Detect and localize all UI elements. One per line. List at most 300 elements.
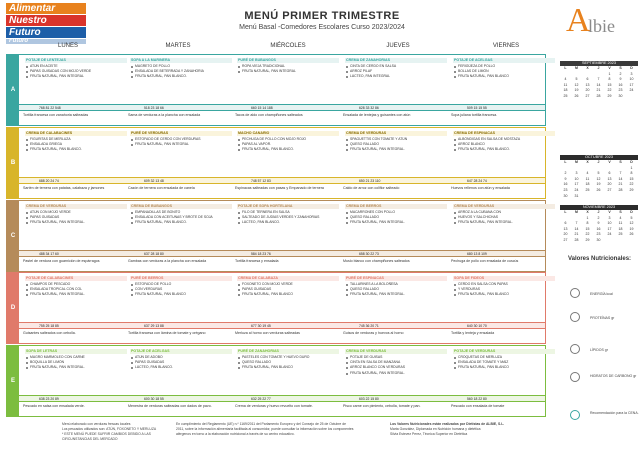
- logo-line-4: Futuro: [6, 39, 86, 44]
- month-calendar: [560, 150, 638, 199]
- calendar-day: 14: [618, 176, 623, 181]
- nutrition-values: 600 30 18 55: [144, 397, 164, 401]
- menu-day-cell: [237, 58, 339, 74]
- dish-item: FRUTA NATURAL, PAN INTEGRAL.: [345, 371, 447, 376]
- dish-item: MACARRONES CON POLLO: [345, 210, 447, 215]
- calendar-day: 5: [575, 77, 578, 82]
- nutrition-values: 677 30 19 45: [251, 324, 271, 328]
- calendar-day: 7: [575, 221, 578, 226]
- dish-item: FRUTA NATURAL, PAN BLANCO.: [130, 74, 232, 79]
- first-course: CREMA DE VERDURAS: [345, 349, 447, 354]
- calendar-day: 17: [574, 182, 579, 187]
- legend-dinner: Recomendación para la CENA.: [590, 411, 639, 415]
- dish-item: ENSALADA DE BETERRADA Y ZANAHORIA: [130, 69, 232, 74]
- nutrition-values: 637 29 13 88: [144, 324, 164, 328]
- calendar-day: 13: [585, 82, 590, 87]
- calendar-day: 1: [630, 165, 633, 170]
- week-block: [6, 200, 546, 272]
- calendar-day: 20: [585, 88, 590, 93]
- first-course: POTAJE DE SOPA HORTELANA: [237, 204, 339, 209]
- first-course: CREMA DE BERROS: [345, 204, 447, 209]
- footer-left-2: Los pescados utilizados son: ATÚN, FOXONETO Y MERLUZA: [62, 427, 157, 431]
- calendar-weekday: V: [608, 210, 611, 214]
- calendar-day: 16: [563, 182, 568, 187]
- dish-item: ATÚN DE ADOBO: [130, 355, 232, 360]
- day-miercoles: MIÉRCOLES: [270, 43, 306, 49]
- logo-right-mark: A: [566, 2, 591, 39]
- calendar-day: 3: [575, 171, 578, 176]
- menu-day-cell: [453, 204, 555, 226]
- dish-item: PASTELES CON TOMATE Y HUEVO DURO: [237, 355, 339, 360]
- footer-right: [390, 422, 550, 437]
- menu-day-cell: [237, 131, 339, 153]
- dinner-recommendation: Cazón de ternera con ensalada de canela: [128, 186, 195, 190]
- week-block: [6, 272, 546, 344]
- menu-day-cell: [130, 349, 232, 371]
- first-course: PURÉ DE ESPINACAS: [345, 276, 447, 281]
- first-course: CREMA DE CALABAZA: [237, 276, 339, 281]
- nutrition-values: 745 36 20 71: [359, 324, 379, 328]
- calendar-day: 6: [586, 77, 589, 82]
- nutrition-values: 632 25 22 77: [251, 397, 271, 401]
- calendar-day: 25: [618, 232, 623, 237]
- dinner-recommendation: Gambas con verduras a la plancha con ensalada: [128, 259, 207, 263]
- calendar-weekday: J: [597, 210, 600, 214]
- calendar-day: 20: [563, 232, 568, 237]
- dish-item: ENSALADA DE TOMATE Y MAÍZ: [453, 360, 555, 365]
- first-course: SOPA DE LETRAS: [25, 349, 127, 354]
- first-course: CREMA DE CALABACINES: [25, 131, 127, 136]
- dinner-recommendation: Tortilla y lenteja y ensalada: [451, 331, 495, 335]
- footer-right-3: Silvia Estevez Perez, Técnica Superior en Dietética: [390, 432, 468, 436]
- dish-item: FRUTA NATURAL, PAN INTEGRAL: [237, 69, 339, 74]
- first-course: POTAJE DE ACELGAS: [130, 349, 232, 354]
- dinner-recommendation: Pisco carne con pimiento, ceboIla, tomate y pan.: [343, 404, 421, 408]
- menu-day-cell: [130, 276, 232, 298]
- calendar-day: 3: [630, 71, 633, 76]
- dish-item: BOLLAS DE LIMÓN: [453, 69, 555, 74]
- menu-day-cell: [237, 204, 339, 226]
- menu-day-cell: [130, 131, 232, 147]
- calendar-day: 28: [574, 237, 579, 242]
- calendar-day: 20: [607, 182, 612, 187]
- calendar-day: 12: [596, 176, 601, 181]
- dish-item: FRUTA NATURAL, PAN INTEGRAL.: [345, 147, 447, 152]
- calendar-month-title: NOVIEMBRE 2023: [560, 205, 638, 210]
- calendar-day: [626, 94, 637, 100]
- week-letter: D: [7, 273, 19, 343]
- logo-line-3: Futuro: [6, 27, 86, 38]
- dinner-recommendation: Tortilla francesa y ensalada: [235, 259, 279, 263]
- calendar-day: 1: [586, 215, 589, 220]
- logo-line-2: Nuestro: [6, 15, 86, 26]
- calendar-day: 5: [630, 215, 633, 220]
- dinner-recommendation: Muslo blanco con champiñones salteados: [343, 259, 410, 263]
- menu-day-cell: [345, 276, 447, 298]
- day-jueves: JUEVES: [386, 43, 410, 49]
- dish-item: PAPAS AL VAPOR.: [237, 142, 339, 147]
- dish-item: LÁCTEO, PAN BLANCO.: [130, 365, 232, 370]
- menu-day-cell: [25, 204, 127, 226]
- dinner-recommendation: Caldo de arroz con coliflor salteado: [343, 186, 400, 190]
- footer-right-1: Los Valores Nutricionales están realizados por Dietistas de ALBIE, S.L.: [390, 422, 505, 426]
- dish-item: FILO DE TERNERA EN SALSA: [237, 210, 339, 215]
- menu-day-cell: [453, 349, 555, 371]
- calendar-day: 9: [597, 221, 600, 226]
- first-course: MACHO CANARIO: [237, 131, 339, 136]
- calendar-day: 22: [629, 182, 634, 187]
- calendar-day: 11: [563, 82, 568, 87]
- footer-right-2: Marta González, Diplomada en Nutrición humana y dietética: [390, 427, 481, 431]
- dish-item: FRUTA NATURAL, PAN BLANCO: [130, 292, 232, 297]
- dish-item: POTAJE DE GUISAS: [345, 355, 447, 360]
- calendar-day: 9: [564, 176, 567, 181]
- nutrition-values: 748 57 12 83: [251, 179, 271, 183]
- calendar-day: 18: [618, 226, 623, 231]
- dish-item: ARROZ A LA CUBANA CON: [453, 210, 555, 215]
- dinner-recommendation: Espinacas salteadas con pasas y Empanado de ternera: [235, 186, 324, 190]
- calendar-day: 7: [619, 171, 622, 176]
- calendar-weekday: L: [564, 210, 567, 214]
- dish-item: QUESO RALLADO: [345, 287, 447, 292]
- nutrition-values: 560 18 22 80: [467, 397, 487, 401]
- calendar-day: 11: [585, 176, 590, 181]
- dish-item: FOXONETO CON MOJO VERDE: [237, 282, 339, 287]
- dinner-recommendation: Sopa juliana tortilla francesa.: [451, 113, 498, 117]
- menu-day-cell: [25, 58, 127, 80]
- dish-item: FRUTA NATURAL, PAN BLANCO.: [453, 147, 555, 152]
- calendar-day: 10: [574, 176, 579, 181]
- calendar-day: 24: [629, 88, 634, 93]
- dish-item: FRUTA NATURAL, PAN BLANCO: [237, 365, 339, 370]
- dish-item: QUESO RALLADO: [345, 215, 447, 220]
- dish-item: CERDO EN SALSA CON PAPAS: [453, 282, 555, 287]
- calendar-day: 14: [574, 226, 579, 231]
- dish-item: CHAMPOS DE PESCADO: [25, 282, 127, 287]
- calendar-weekday: M: [575, 210, 578, 214]
- legend-protein: PROTEÍNAS gr: [590, 316, 615, 320]
- dish-item: FRUTA NATURAL, PAN INTEGRAL: [25, 74, 127, 79]
- menu-day-cell: [345, 58, 447, 80]
- calendar-day: 5: [597, 171, 600, 176]
- day-lunes: LUNES: [57, 43, 78, 49]
- menu-day-cell: [237, 349, 339, 371]
- calendar-day: 12: [629, 221, 634, 226]
- menu-day-cell: [345, 131, 447, 153]
- week-letter: E: [7, 346, 19, 416]
- menu-day-cell: [453, 131, 555, 153]
- calendar-day: 9: [619, 77, 622, 82]
- dish-item: SALTEADO DE JUDÍAS VERDES Y ZANAHORIAS: [237, 215, 339, 220]
- first-course: PURÉ DE BERROS: [130, 276, 232, 281]
- nutrition-values: 609 32 13 48: [144, 179, 164, 183]
- nutrition-values: 509 15 15 55: [467, 106, 487, 110]
- calendar-day: 29: [629, 187, 634, 192]
- dinner-recommendation: Merluza al horno con verduras salteadas: [235, 331, 300, 335]
- calendar-grid: [560, 160, 638, 199]
- footer-middle-1: En cumplimiento del Reglamento (UE) n.º 1169/2011 del Parlamento Europeo y del Consejo de 25 de Octubre de: [176, 422, 346, 426]
- calendar-weekday: V: [608, 160, 611, 164]
- calendar-weekday: J: [597, 66, 600, 70]
- dinner-recommendation: Crema de verduras y huevo revuelto con tomate.: [235, 404, 313, 408]
- dish-item: TALLARINES A LA BOLOÑESA: [345, 282, 447, 287]
- menu-day-cell: [345, 349, 447, 376]
- weekday-header: [18, 43, 538, 53]
- menu-day-cell: [237, 276, 339, 298]
- calendar-weekday: S: [619, 210, 622, 214]
- nutrition-values: 658 30 22 73: [359, 252, 379, 256]
- first-course: CREMA DE ESPINACAS: [453, 131, 555, 136]
- calendar-weekday: X: [586, 160, 589, 164]
- dish-item: ATÚN EN ACEITE: [25, 64, 127, 69]
- dish-item: FRUTA NATURAL, PAN BLANCO.: [237, 147, 339, 152]
- lipid-icon: [570, 344, 580, 354]
- calendar-day: 2: [619, 71, 622, 76]
- first-course: PURÉ DE ZANAHORIAS: [237, 349, 339, 354]
- calendar-weekday: X: [586, 210, 589, 214]
- dish-item: ARROZ BLANCO: [453, 142, 555, 147]
- calendar-day: 19: [629, 226, 634, 231]
- energy-icon: [570, 288, 580, 298]
- calendar-day: 3: [608, 215, 611, 220]
- dish-item: ESTOFADO DE POLLO: [130, 282, 232, 287]
- nutrition-values: 628 33 32 86: [359, 106, 379, 110]
- dish-item: PAPAS GUISADAS CON MOJO VERDE: [25, 69, 127, 74]
- first-course: PURÉ DE VERDURAS: [130, 131, 232, 136]
- nutrition-values: 755 25 18 85: [39, 324, 59, 328]
- calendar-day: 24: [574, 187, 579, 192]
- dinner-recommendation: Menestra de verduras salteadas con dados de pavo.: [128, 404, 212, 408]
- first-course: CREMA DE VERDURAS: [453, 204, 555, 209]
- dinner-recommendation: Tacos de aldo con champiñones salteados: [235, 113, 303, 117]
- dish-item: PECHUGA DE POLLO CON MOJO ROJO: [237, 137, 339, 142]
- calendar-day: 18: [563, 88, 568, 93]
- calendar-day: 24: [607, 232, 612, 237]
- calendar-weekday: J: [597, 160, 600, 164]
- calendar-day: 8: [586, 221, 589, 226]
- dish-item: ATÚN CON MOJO VERDE: [25, 210, 127, 215]
- calendar-day: 26: [629, 232, 634, 237]
- nutrition-values: 518 23 18 66: [144, 106, 164, 110]
- calendar-day: 27: [563, 237, 568, 242]
- calendar-day: 16: [596, 226, 601, 231]
- carbs-icon: [570, 372, 580, 382]
- dinner-recommendation: Sama de verduras a la plancha con ensalada: [128, 113, 201, 117]
- first-course: POTAJE DE VERDURAS: [453, 349, 555, 354]
- calendar-day: 15: [629, 176, 634, 181]
- week-block: [6, 345, 546, 417]
- logo-right-text: lbie: [588, 16, 615, 36]
- dish-item: FRUTA NATURAL, PAN INTEGRAL.: [345, 220, 447, 225]
- calendar-day: 30: [563, 193, 568, 198]
- dish-item: FRUTA NATURAL, PAN BLANCO: [453, 365, 555, 370]
- dinner-recommendation: Guisos de verduras y huevos al horno: [343, 331, 404, 335]
- dish-item: FIGURITAS DE MERLUZA: [25, 137, 127, 142]
- dish-item: ROPA VIEJA TRADICIONAL: [237, 64, 339, 69]
- week-letter: B: [7, 128, 19, 198]
- calendar-day: 21: [618, 182, 623, 187]
- calendar-day: 4: [564, 77, 567, 82]
- calendar-day: 15: [585, 226, 590, 231]
- calendar-weekday: V: [608, 66, 611, 70]
- first-course: PURÉ DE BUBANGOS: [237, 58, 339, 63]
- nutrition-values: 637 28 18 80: [144, 252, 164, 256]
- calendar-day: 23: [563, 187, 568, 192]
- dish-item: FRUTA NATURAL, PAN BLANCO.: [25, 147, 127, 152]
- dish-item: FRUTA NATURAL, PAN INTEGRAL: [130, 142, 232, 147]
- calendar-day: 10: [629, 77, 634, 82]
- calendar-weekday: L: [564, 160, 567, 164]
- nutrition-values: 488 34 17 60: [39, 252, 59, 256]
- legend-title: Valores Nutricionales:: [568, 256, 632, 262]
- calendar-day: 17: [607, 226, 612, 231]
- calendar-day: 26: [596, 187, 601, 192]
- calendar-weekday: S: [619, 160, 622, 164]
- calendar-day: 13: [563, 226, 568, 231]
- calendar-day: 17: [629, 82, 634, 87]
- nutrition-values: 650 21 23 110: [359, 179, 381, 183]
- calendar-day: 26: [574, 93, 579, 98]
- calendar-day: 12: [574, 82, 579, 87]
- calendar-day: 28: [596, 93, 601, 98]
- legend-carbs: HIDRATOS DE CARBONO gr: [590, 374, 637, 378]
- dish-item: CINTA DE CERDO EN SALSA: [345, 64, 447, 69]
- calendar-day: 2: [564, 171, 567, 176]
- calendar-day: 6: [564, 221, 567, 226]
- menu-day-cell: [25, 349, 127, 371]
- dinner-recommendation: Huevos rellenos con atún y ensalada: [451, 186, 510, 190]
- calendar-day: 4: [619, 215, 622, 220]
- legend-lipid: LÍPIDOS gr: [590, 348, 608, 352]
- calendar-day: 2: [597, 215, 600, 220]
- dish-item: MAGRETO DE POLLO: [130, 64, 232, 69]
- calendar-day: 25: [585, 187, 590, 192]
- dish-item: FRUTA NATURAL, PAN INTEGRAL.: [345, 292, 447, 297]
- menu-day-cell: [130, 204, 232, 226]
- calendar-day: 23: [618, 88, 623, 93]
- calendar-day: 1: [608, 71, 611, 76]
- nutrition-values: 647 28 24 74: [467, 179, 487, 183]
- dish-item: Y VERDURAS: [453, 287, 555, 292]
- first-course: POTAJE DE CALABACINES: [25, 276, 127, 281]
- dinner-recommendation: Pastel de verdura con guarnición de espárragos: [23, 259, 100, 263]
- calendar-day: 18: [585, 182, 590, 187]
- calendar-day: 31: [574, 193, 579, 198]
- dinner-recommendation: Pescado con ensalada de tomate: [451, 404, 505, 408]
- first-course: CREMA DE BUBANGOS: [130, 204, 232, 209]
- footer-left-1: Menú elaborado con verduras frescas locales: [62, 422, 131, 426]
- dish-item: HUEVOS Y SALCHICHAS: [453, 215, 555, 220]
- dish-item: CROQUETAS DE MERLUZA: [453, 355, 555, 360]
- dish-item: ARROZ PILAF: [345, 69, 447, 74]
- calendar-day: 22: [585, 232, 590, 237]
- calendar-weekday: X: [586, 66, 589, 70]
- calendar-day: 8: [608, 77, 611, 82]
- calendar-day: 7: [597, 77, 600, 82]
- dish-item: BOQUILLA DE LIMÓN: [25, 360, 127, 365]
- nutrition-values: 680 13 8 109: [467, 252, 487, 256]
- menu-day-cell: [453, 276, 555, 298]
- calendar-day: 13: [607, 176, 612, 181]
- week-letter: A: [7, 55, 19, 125]
- dish-item: MAGRO MARMOLEO CON CARNE: [25, 355, 127, 360]
- menu-day-cell: [453, 58, 555, 80]
- first-course: POTAJE DE ACELGAS: [453, 58, 555, 63]
- menu-day-cell: [25, 131, 127, 153]
- dinner-recommendation: Sartén de ternera con patatas, calabaza y jamones: [23, 186, 105, 190]
- nutrition-values: 768 81 22 548: [39, 106, 61, 110]
- calendar-day: 30: [596, 237, 601, 242]
- month-calendar: [560, 56, 638, 100]
- dish-item: FRUTA NATURAL, PAN INTEGRAL.: [453, 220, 555, 225]
- legend-energy: ENERGÍA kcal: [590, 292, 613, 296]
- calendar-day: 11: [618, 221, 623, 226]
- dish-item: FRUTA NATURAL, PAN BLANCO: [453, 74, 555, 79]
- calendar-day: 27: [585, 93, 590, 98]
- dish-item: QUESO RALLADO: [345, 142, 447, 147]
- dish-item: FERIGÜEZA DE POLLO: [453, 64, 555, 69]
- dish-item: ENSALADA GRIEGA: [25, 142, 127, 147]
- dish-item: PAPAS GUISADAS: [130, 360, 232, 365]
- dish-item: PAPAS GUISADAS: [237, 287, 339, 292]
- calendar-weekday: D: [630, 66, 633, 70]
- nutrition-values: 603 22 15 80: [359, 397, 379, 401]
- first-course: CREMA DE VERDURAS: [25, 204, 127, 209]
- day-viernes: VIERNES: [492, 43, 520, 49]
- dish-item: LÁCTEO, PAN BLANCO.: [237, 220, 339, 225]
- calendar-day: 10: [607, 221, 612, 226]
- calendar-grid: [560, 210, 638, 244]
- nutrition-values: 584 18 23 76: [251, 252, 271, 256]
- dish-item: SPAGUETTIS CON TOMATE Y ATÚN: [345, 137, 447, 142]
- week-letter: C: [7, 201, 19, 271]
- calendar-day: 19: [596, 182, 601, 187]
- dish-item: ENSALADA CON ACEITUNAS Y BROTE DE SOJA: [130, 215, 232, 220]
- dish-item: FRUTA NATURAL, PAN BLANCO: [237, 292, 339, 297]
- footer-middle: [176, 422, 376, 437]
- dinner-recommendation: Guisantes salteados con cebolla.: [23, 331, 76, 335]
- dish-item: FRUTA NATURAL, PAN INTEGRAL.: [25, 292, 127, 297]
- calendar-day: 14: [596, 82, 601, 87]
- calendar-day: 22: [607, 88, 612, 93]
- dinner-icon: [570, 410, 580, 420]
- calendar-weekday: S: [619, 66, 622, 70]
- calendar-weekday: D: [630, 210, 633, 214]
- nutrition-values: 640 30 10 70: [467, 324, 487, 328]
- calendar-day: 15: [607, 82, 612, 87]
- dish-item: FRUTA NATURAL, PAN INTEGRAL.: [25, 220, 127, 225]
- dish-item: CON VERDURAS: [130, 287, 232, 292]
- calendar-month-title: SEPTIEMBRE 2023: [560, 61, 638, 66]
- dish-item: CINTA EN SALSA DE MANZANA: [345, 360, 447, 365]
- calendar-day: 4: [586, 171, 589, 176]
- nutrition-values: 660 15 14 188: [251, 106, 273, 110]
- footer-left: [62, 422, 172, 442]
- dish-item: ARROZ BLANCO CON VERDURAS: [345, 365, 447, 370]
- dish-item: ESTOFADO DE CERDO CON VERDURAS: [130, 137, 232, 142]
- dish-item: ALBÓNDIGAS EN SALSA DE MOSTAZA: [453, 137, 555, 142]
- dish-item: QUESO RALLADO: [237, 360, 339, 365]
- calendar-day: 27: [607, 187, 612, 192]
- calendar-day: 28: [618, 187, 623, 192]
- dish-item: ENSALADA TROPICAL CON COL: [25, 287, 127, 292]
- month-calendar: [560, 200, 638, 244]
- calendar-day: 8: [630, 171, 633, 176]
- calendar-weekday: L: [564, 66, 567, 70]
- calendar-day: 6: [608, 171, 611, 176]
- nutrition-values: 638 23 20 89: [39, 397, 59, 401]
- nutrition-values: 688 20 24 74: [39, 179, 59, 183]
